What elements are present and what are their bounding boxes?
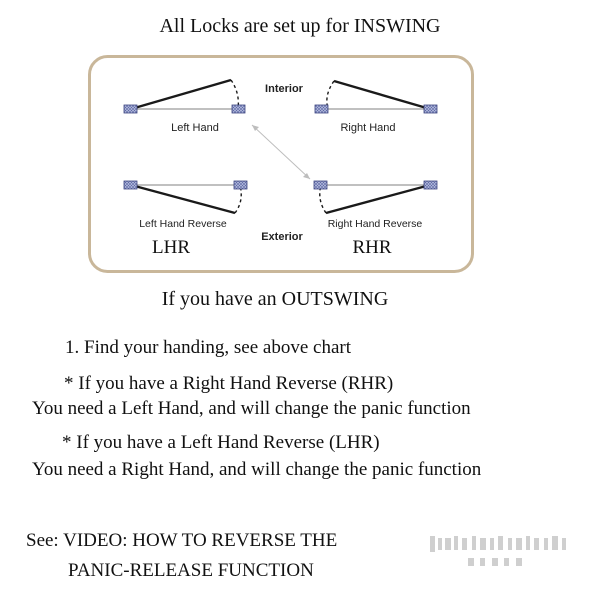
left-hand-label: Left Hand — [171, 122, 219, 134]
lhr-label: LHR — [152, 237, 190, 258]
jamb-icon — [232, 105, 245, 113]
instruction-step-1: 1. Find your handing, see above chart — [65, 337, 351, 358]
hinge-icon — [424, 105, 437, 113]
video-reference-line-1: See: VIDEO: HOW TO REVERSE THE — [26, 530, 338, 551]
jamb-icon — [314, 181, 327, 189]
hinge-icon — [124, 181, 137, 189]
outswing-heading: If you have an OUTSWING — [161, 288, 389, 310]
right-hand-label: Right Hand — [340, 122, 396, 134]
jamb-icon — [234, 181, 247, 189]
jamb-icon — [315, 105, 328, 113]
rhr-result-text: You need a Left Hand, and will change the panic function — [32, 398, 471, 419]
hinge-icon — [424, 181, 437, 189]
hinge-icon — [124, 105, 137, 113]
left-hand-reverse-label: Left Hand Reverse — [139, 218, 227, 230]
interior-label: Interior — [265, 83, 303, 95]
rhr-label: RHR — [352, 237, 392, 258]
rhr-case-text: * If you have a Right Hand Reverse (RHR) — [64, 373, 394, 394]
watermark-logo — [428, 532, 578, 572]
lhr-result-text: You need a Right Hand, and will change the panic function — [32, 459, 482, 480]
page-title: All Locks are set up for INSWING — [159, 15, 441, 37]
handing-diagram — [88, 55, 474, 273]
lhr-case-text: * If you have a Left Hand Reverse (LHR) — [62, 432, 380, 453]
right-hand-reverse-label: Right Hand Reverse — [327, 218, 423, 230]
exterior-label: Exterior — [261, 231, 303, 243]
video-reference-line-2: PANIC-RELEASE FUNCTION — [68, 560, 314, 581]
